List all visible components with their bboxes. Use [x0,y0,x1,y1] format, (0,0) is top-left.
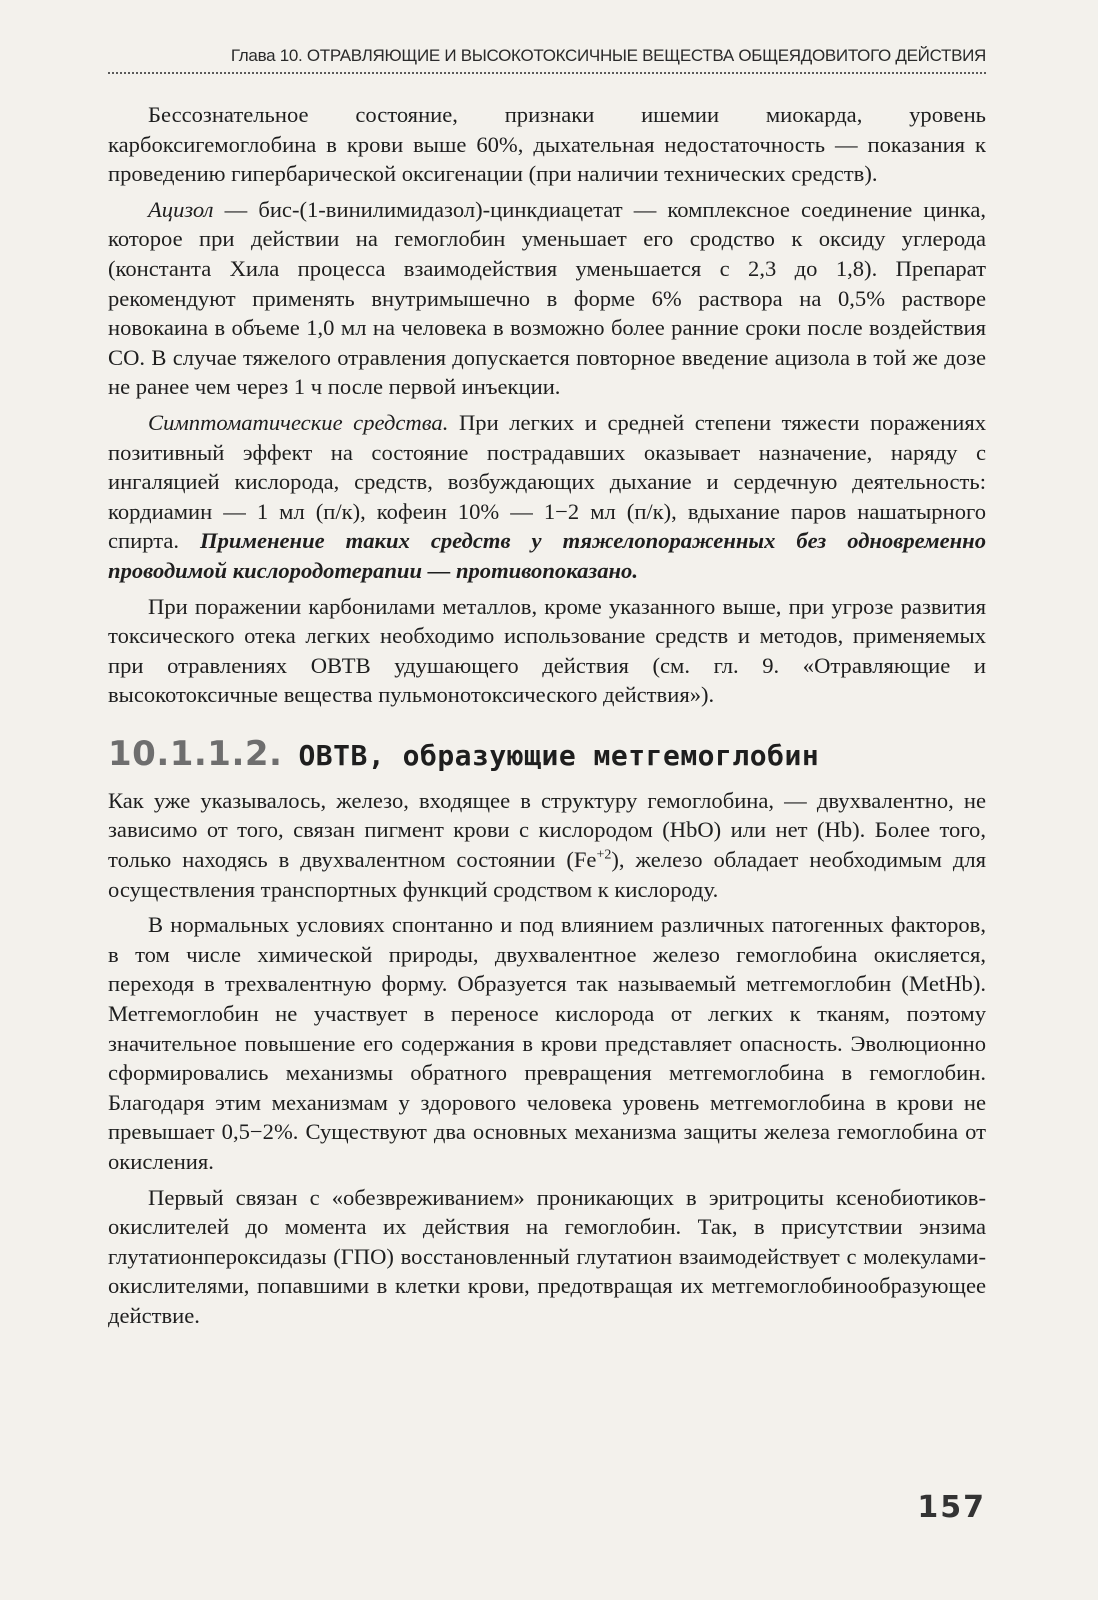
paragraph-symptomatic [108,408,986,586]
paragraph-first-mechanism: Первый связан с «обезвреживанием» проникающих в эритроциты ксенобиотиков-окислителей до момента их действия на гемоглобин. Так, в присутствии энзима глутатионпероксидазы (ГПО) восстановленный глутатион взаимодействует с молекулами-окислителями, попавшими в клетки крови, предотвращая их метгемоглобинообразующее действие. [108,1184,986,1328]
page-number: 157 [917,1490,986,1525]
term-symptomatic: Симптоматические средства. [148,409,449,435]
acizol-description: — бис-(1-винилимидазол)-цинкдиацетат — комплексное соединение цинка, которое при действии на гемоглобин уменьшает его сродство к оксиду углерода (константа Хила процесса взаимодействия уменьшается с 2,3 до 1,8). Препарат рекомендуют применять внутримышечно в форме 6% раствора на 0,5% растворе новокаина в объеме 1,0 мл на человека в возможно более ранние сроки после воздействия СО. В случае тяжелого отравления допускается повторное введение ацизола в той же дозе не ранее чем через 1 ч после первой инъекции. [108,196,986,400]
section-title: ОВТВ, образующие метгемоглобин [298,738,820,772]
contraindication-warning: Применение таких средств у тяжелопораженных без одновременно проводимой кислородотерапии — противопоказано. [108,528,986,583]
paragraph-carbonyls: При поражении карбонилами металлов, кроме указанного выше, при угрозе развития токсического отека легких необходимо использование средств и методов, применяемых при отравлениях ОВТВ удушающего действия (см. гл. 9. «Отравляющие и высокотоксичные вещества пульмонотоксического действия»). [108,593,986,708]
paragraph-acizol [108,195,986,402]
superscript-charge: +2 [596,847,612,863]
section-number: 10.1.1.2. [108,733,283,774]
paragraph-iron-valence: Как уже указывалось, железо, входящее в структуру гемоглобина, — двухвалентно, не зависимо от того, связан пигмент крови с кислородом (HbO) или нет (Hb). Более того, только находясь в двухвалентном состоянии $(Fe^{+2})$, железо обладает необходимым для осуществления транспортных функций сродством к кислороду. [108,787,987,902]
term-acizol: Ацизол [148,196,214,222]
paragraph-methemoglobin: В нормальных условиях спонтанно и под влиянием различных патогенных факторов, в том числе химической природы, двухвалентное железо гемоглобина окисляется, переходя в трехвалентную форму. Образуется так называемый метгемоглобин (MetHb). Метгемоглобин не участвует в переносе кислорода от легких к тканям, поэтому значительное повышение его содержания в крови представляет опасность. Эволюционно сформировались механизмы обратного превращения метгемоглобина в гемоглобин. Благодаря этим механизмам у здорового человека уровень метгемоглобина в крови не превышает 0,5−2%. Существуют два основных механизма защиты железа гемоглобина от окисления. [108,912,986,1174]
paragraph-hyperbaric: Бессознательное состояние, признаки ишемии миокарда, уровень карбоксигемоглобина в крови выше 60%, дыхательная недостаточность — показания к проведению гипербарической оксигенации (при наличии технических средств). [108,102,986,187]
header-divider [108,72,986,74]
symptomatic-description: При легких и средней степени тяжести поражениях позитивный эффект на состояние пострадавших оказывает назначение, наряду с ингаляцией кислорода, средств, возбуждающих дыхание и сердечную деятельность: кордиамин — 1 мл (п/к), кофеин 10% — 1−2 мл (п/к), вдыхание паров нашатырного спирта. [108,409,987,554]
section-heading [108,733,986,774]
running-head: Глава 10. ОТРАВЛЯЮЩИЕ И ВЫСОКОТОКСИЧНЫЕ ВЕЩЕСТВА ОБЩЕЯДОВИТОГО ДЕЙСТВИЯ [230,46,986,65]
body-text [108,100,986,1337]
